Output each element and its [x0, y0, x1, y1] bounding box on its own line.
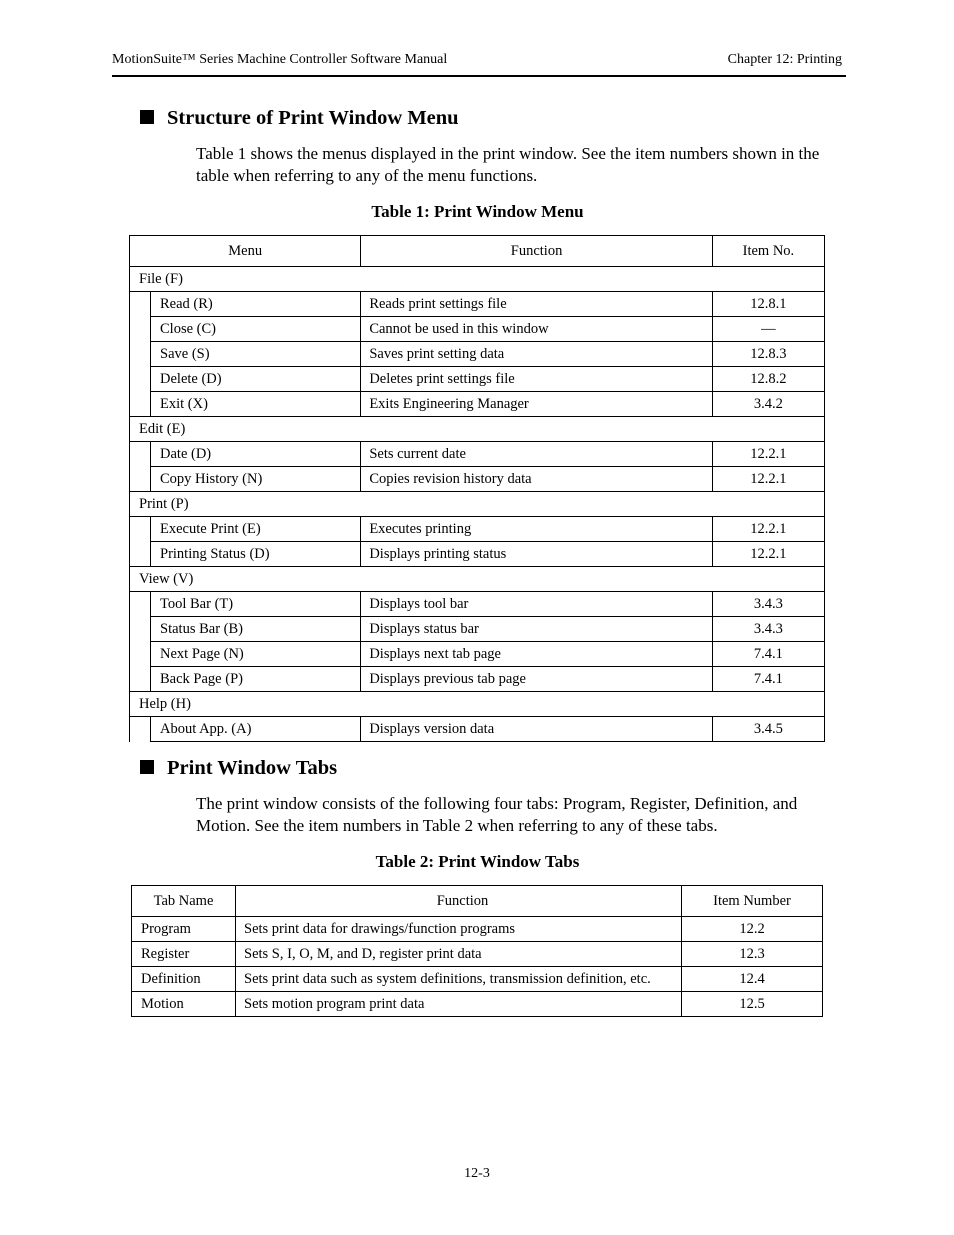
menu-indent-spacer: [130, 392, 151, 417]
menu-indent-spacer: [130, 317, 151, 342]
menu-group-label: Help (H): [130, 692, 825, 717]
tab-item-number: 12.5: [682, 992, 823, 1017]
menu-item-number: 3.4.5: [712, 717, 824, 742]
table1-caption: Table 1: Print Window Menu: [371, 202, 584, 221]
table1-header-item: Item No.: [712, 236, 824, 267]
menu-item-row: [130, 467, 825, 492]
table1-header-function: Function: [361, 236, 713, 267]
table1-header-menu: Menu: [130, 236, 361, 267]
table2-header-item: Item Number: [682, 886, 823, 917]
menu-indent-spacer: [130, 617, 151, 642]
menu-item-row: [130, 342, 825, 367]
menu-item-number: 3.4.3: [712, 592, 824, 617]
square-bullet-icon: [140, 110, 154, 124]
menu-item-function: Displays version data: [361, 717, 713, 742]
menu-indent-spacer: [130, 292, 151, 317]
section-title-text: Print Window Tabs: [167, 757, 338, 779]
menu-group-label: Edit (E): [130, 417, 825, 442]
menu-item-function: Displays next tab page: [361, 642, 713, 667]
menu-item-row: [130, 292, 825, 317]
table2-body: [132, 917, 823, 1017]
tab-row: [132, 967, 823, 992]
menu-indent-spacer: [130, 342, 151, 367]
menu-item-number: 12.8.3: [712, 342, 824, 367]
menu-item-function: Displays status bar: [361, 617, 713, 642]
menu-item-function: Deletes print settings file: [361, 367, 713, 392]
menu-group-label: File (F): [130, 267, 825, 292]
menu-item-name: Exit (X): [151, 392, 361, 417]
menu-item-name: Execute Print (E): [151, 517, 361, 542]
tab-item-number: 12.2: [682, 917, 823, 942]
print-window-tabs-table: [131, 885, 823, 1017]
menu-item-name: Date (D): [151, 442, 361, 467]
table1-header-row: [130, 236, 825, 267]
menu-item-row: [130, 367, 825, 392]
menu-item-number: 3.4.3: [712, 617, 824, 642]
menu-item-row: [130, 642, 825, 667]
tab-item-number: 12.3: [682, 942, 823, 967]
menu-item-function: Cannot be used in this window: [361, 317, 713, 342]
menu-group-row: [130, 692, 825, 717]
menu-indent-spacer: [130, 542, 151, 567]
header-chapter: Chapter 12: Printing: [727, 52, 842, 67]
running-header: [112, 52, 846, 77]
menu-indent-spacer: [130, 517, 151, 542]
menu-item-number: —: [712, 317, 824, 342]
menu-item-number: 7.4.1: [712, 642, 824, 667]
menu-item-number: 12.2.1: [712, 517, 824, 542]
tab-row: [132, 942, 823, 967]
menu-item-name: Close (C): [151, 317, 361, 342]
table2-header-tab: Tab Name: [132, 886, 236, 917]
menu-item-row: [130, 717, 825, 742]
table2-header-function: Function: [236, 886, 682, 917]
tab-function: Sets print data for drawings/function programs: [236, 917, 682, 942]
menu-item-function: Executes printing: [361, 517, 713, 542]
menu-group-row: [130, 567, 825, 592]
print-window-menu-table: [129, 235, 825, 742]
menu-item-function: Displays previous tab page: [361, 667, 713, 692]
page-number: 12-3: [464, 1166, 490, 1181]
section-heading-print-tabs: [140, 757, 337, 780]
section1-paragraph: Table 1 shows the menus displayed in the print window. See the item numbers shown in the table when referring to any of the menu functions.: [196, 144, 820, 185]
menu-item-function: Exits Engineering Manager: [361, 392, 713, 417]
tab-name: Program: [132, 917, 236, 942]
menu-item-row: [130, 517, 825, 542]
menu-item-name: Read (R): [151, 292, 361, 317]
menu-item-row: [130, 592, 825, 617]
tab-function: Sets S, I, O, M, and D, register print data: [236, 942, 682, 967]
menu-indent-spacer: [130, 467, 151, 492]
menu-group-row: [130, 267, 825, 292]
table2-header-row: [132, 886, 823, 917]
menu-item-row: [130, 667, 825, 692]
menu-item-row: [130, 392, 825, 417]
menu-item-function: Displays tool bar: [361, 592, 713, 617]
tab-row: [132, 992, 823, 1017]
tab-name: Register: [132, 942, 236, 967]
table1-body: [130, 267, 825, 742]
menu-item-name: Back Page (P): [151, 667, 361, 692]
menu-indent-spacer: [130, 642, 151, 667]
menu-item-name: Status Bar (B): [151, 617, 361, 642]
tab-row: [132, 917, 823, 942]
menu-item-row: [130, 442, 825, 467]
menu-indent-spacer: [130, 592, 151, 617]
menu-item-name: Delete (D): [151, 367, 361, 392]
menu-item-name: Save (S): [151, 342, 361, 367]
menu-group-row: [130, 417, 825, 442]
menu-item-name: Tool Bar (T): [151, 592, 361, 617]
menu-indent-spacer: [130, 717, 151, 742]
menu-item-row: [130, 317, 825, 342]
menu-indent-spacer: [130, 667, 151, 692]
menu-item-number: 12.2.1: [712, 542, 824, 567]
header-manual-title: MotionSuite™ Series Machine Controller Software Manual: [112, 52, 448, 67]
menu-item-name: Printing Status (D): [151, 542, 361, 567]
tab-function: Sets print data such as system definitions, transmission definition, etc.: [236, 967, 682, 992]
menu-item-name: About App. (A): [151, 717, 361, 742]
tab-name: Motion: [132, 992, 236, 1017]
menu-item-number: 3.4.2: [712, 392, 824, 417]
section-title-text: Structure of Print Window Menu: [167, 107, 459, 129]
square-bullet-icon: [140, 760, 154, 774]
table2-caption: Table 2: Print Window Tabs: [375, 852, 580, 871]
section-heading-menu-structure: [140, 107, 459, 130]
menu-item-function: Displays printing status: [361, 542, 713, 567]
tab-item-number: 12.4: [682, 967, 823, 992]
menu-item-function: Saves print setting data: [361, 342, 713, 367]
tab-name: Definition: [132, 967, 236, 992]
menu-item-number: 12.2.1: [712, 467, 824, 492]
menu-group-label: View (V): [130, 567, 825, 592]
menu-item-function: Sets current date: [361, 442, 713, 467]
menu-group-label: Print (P): [130, 492, 825, 517]
menu-group-row: [130, 492, 825, 517]
menu-item-row: [130, 542, 825, 567]
menu-item-number: 7.4.1: [712, 667, 824, 692]
section2-paragraph: The print window consists of the following four tabs: Program, Register, Definition, and Motion. See the item numbers in Table 2 when referring to any of these tabs.: [196, 794, 798, 835]
menu-indent-spacer: [130, 367, 151, 392]
menu-item-name: Copy History (N): [151, 467, 361, 492]
menu-item-number: 12.8.1: [712, 292, 824, 317]
menu-item-name: Next Page (N): [151, 642, 361, 667]
menu-indent-spacer: [130, 442, 151, 467]
menu-item-number: 12.2.1: [712, 442, 824, 467]
tab-function: Sets motion program print data: [236, 992, 682, 1017]
menu-item-function: Reads print settings file: [361, 292, 713, 317]
menu-item-function: Copies revision history data: [361, 467, 713, 492]
menu-item-row: [130, 617, 825, 642]
menu-item-number: 12.8.2: [712, 367, 824, 392]
